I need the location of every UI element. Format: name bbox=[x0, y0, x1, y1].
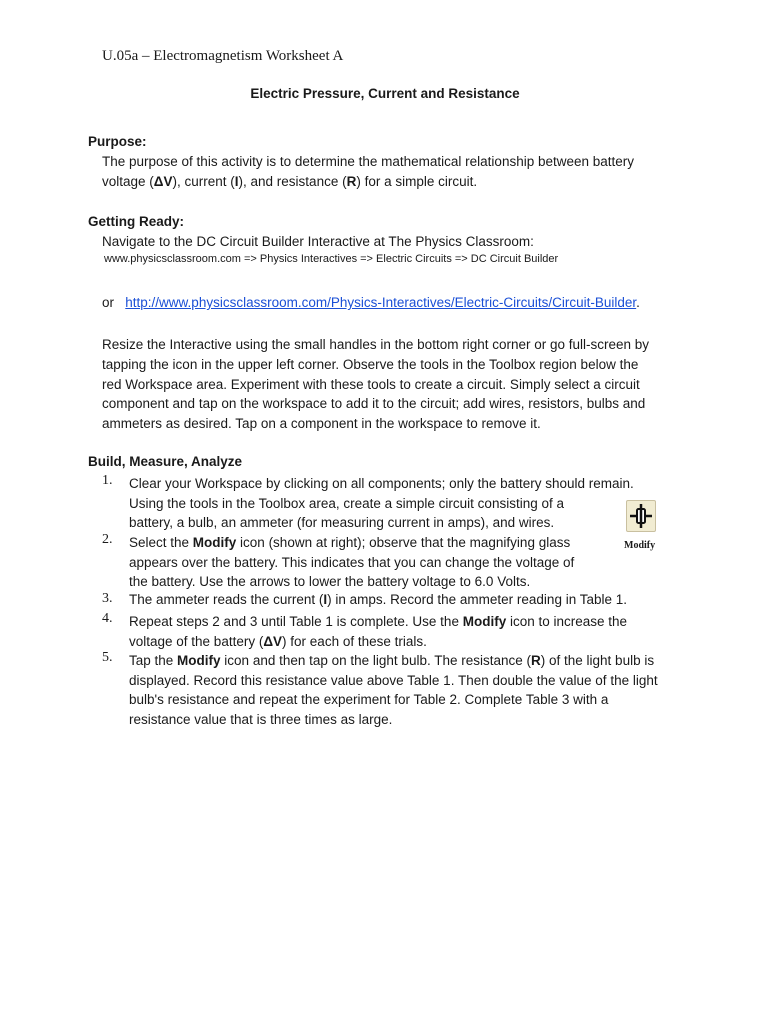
resize-line: ammeters as desired. Tap on a component in the workspace to remove it. bbox=[102, 416, 541, 432]
resize-line: component and tap on the workspace to add it to the circuit; add wires, resistors, bulbs and bbox=[102, 396, 646, 412]
step-2: Select the Modify icon (shown at right); observe that the magnifying glass appears over the battery. This indicates that you can change the voltage of the battery. Use the arrows to lower the battery voltage to 6.0 Volts. bbox=[129, 535, 575, 590]
circuit-builder-link[interactable]: http://www.physicsclassroom.com/Physics-Interactives/Electric-Circuits/Circuit-Builder bbox=[125, 295, 637, 310]
purpose-heading: Purpose: bbox=[88, 134, 147, 149]
step-number: 1. bbox=[102, 473, 113, 488]
resize-line: Resize the Interactive using the small handles in the bottom right corner or go full-screen by bbox=[102, 337, 650, 352]
url-line: or http://www.physicsclassroom.com/Physics-Interactives/Electric-Circuits/Circuit-Builder. bbox=[102, 295, 640, 310]
step-5: Tap the Modify icon and then tap on the light bulb. The resistance (R) of the light bulb is displayed. Record this resistance value above Table 1. Then double the value of the light bulb's resistance and repeat the experiment for Table 2. Complete Table 3 with a resistance value that is three times as large. bbox=[129, 653, 658, 728]
step-4: Repeat steps 2 and 3 until Table 1 is complete. Use the Modify icon to increase the voltage of the battery (ΔV) for each of these trials. bbox=[129, 614, 628, 649]
step-1: Clear your Workspace by clicking on all components; only the battery should remain. Using the tools in the Toolbox area, create a simple circuit consisting of a battery, a bulb, an ammeter (for measuring current in amps), and wires. bbox=[129, 476, 634, 531]
page-title: Electric Pressure, Current and Resistance bbox=[250, 86, 520, 101]
resize-line: tapping the icon in the upper left corner. Observe the tools in the Toolbox region below the bbox=[102, 356, 639, 372]
step-number: 3. bbox=[102, 591, 113, 606]
modify-icon-label: Modify bbox=[624, 540, 656, 551]
resize-line: red Workspace area. Experiment with these tools to create a circuit. Simply select a circuit bbox=[102, 376, 640, 392]
step-number: 2. bbox=[102, 532, 113, 547]
step-number: 5. bbox=[102, 650, 113, 665]
step-3: The ammeter reads the current (I) in amps. Record the ammeter reading in Table 1. bbox=[129, 592, 627, 607]
modify-icon bbox=[626, 500, 656, 532]
worksheet-header: U.05a – Electromagnetism Worksheet A bbox=[102, 48, 344, 64]
getting-ready-heading: Getting Ready: bbox=[88, 214, 185, 229]
purpose-text-line-2: voltage (ΔV), current (I), and resistance (R) for a simple circuit. bbox=[102, 174, 478, 189]
or-label: or bbox=[102, 295, 115, 310]
purpose-text-line-1: The purpose of this activity is to determine the mathematical relationship between battery bbox=[102, 154, 635, 169]
resize-instructions bbox=[102, 335, 649, 434]
build-heading: Build, Measure, Analyze bbox=[88, 454, 243, 469]
step-number: 4. bbox=[102, 611, 113, 626]
navigate-instruction: Navigate to the DC Circuit Builder Interactive at The Physics Classroom: bbox=[102, 234, 534, 249]
navigation-path: www.physicsclassroom.com => Physics Interactives => Electric Circuits => DC Circuit Builder bbox=[104, 253, 559, 265]
